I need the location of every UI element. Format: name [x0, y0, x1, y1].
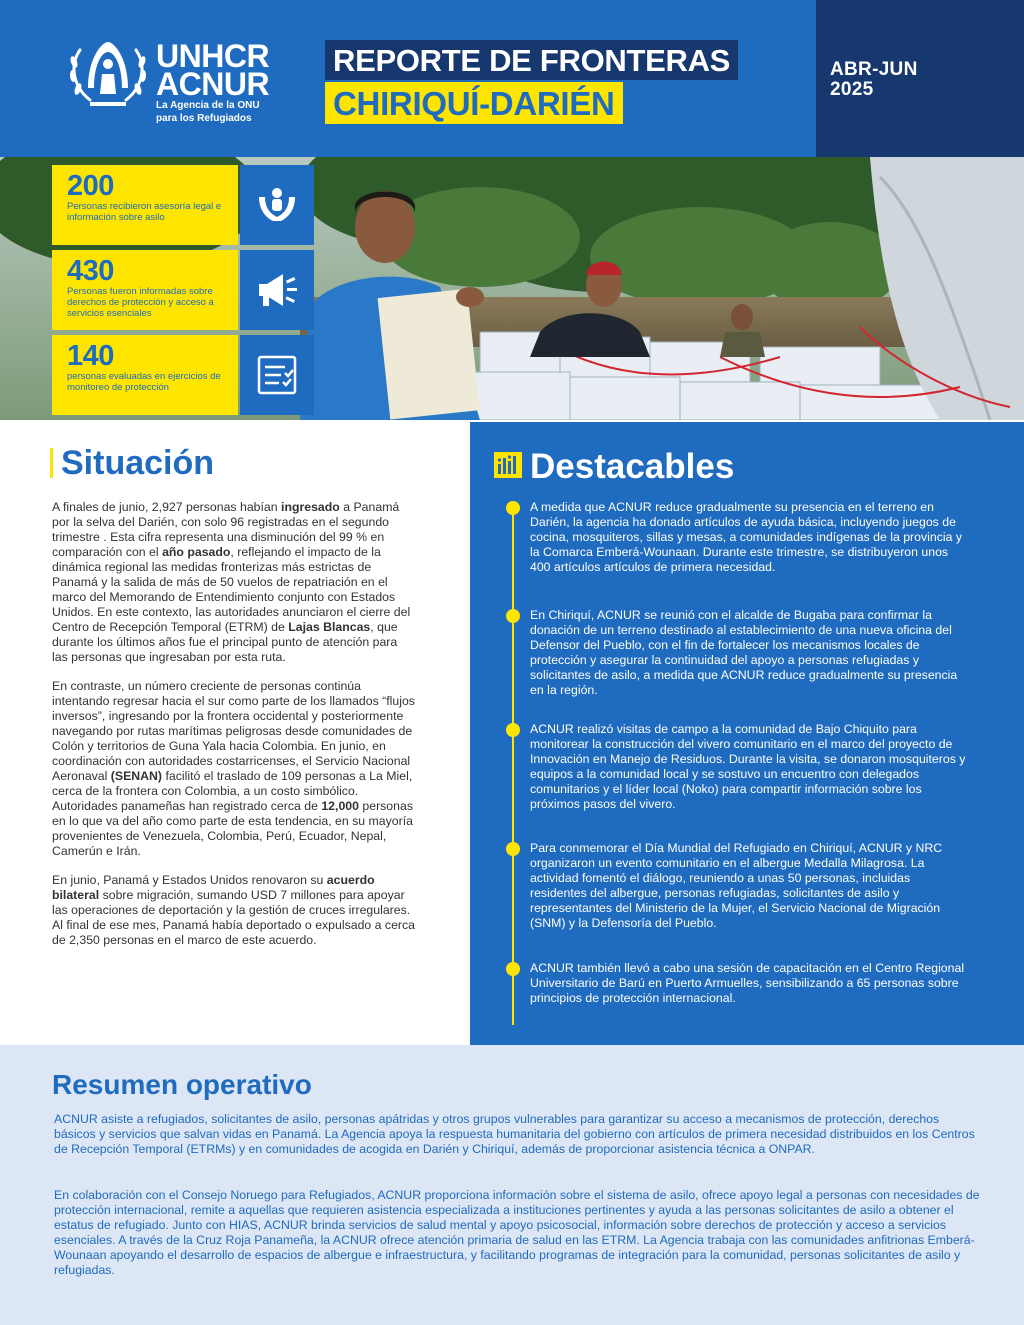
resumen-paragraph: ACNUR asiste a refugiados, solicitantes de asilo, personas apátridas y otros grupos vulnerables para garantizar su acceso a mecanismos de protección, derechos básicos y servicios que salvan vidas en Panamá. La Agencia apoya la respuesta humanitaria del gobierno con artículos de primera necesidad distribuidos en los Centros de Recepción Temporal (ETRMs) y en comunidades de acogida en Darién y Chiriquí, además de proporcionar asistencia técnica a ONPAR. — [54, 1112, 975, 1156]
timeline-dot — [506, 962, 520, 976]
resumen-title: Resumen operativo — [52, 1069, 312, 1100]
timeline-dot — [506, 609, 520, 623]
emphasis-text: Lajas Blancas — [288, 620, 371, 634]
report-title: REPORTE DE FRONTERAS — [325, 40, 738, 80]
situacion-paragraph: A finales de junio, 2,927 personas habían ingresado a Panamá por la selva del Darién, con solo 96 registradas en el segundo trimestre . Esta cifra representa una disminución del 99 % en comparación con el año pasado, reflejando el impacto de la dinámica regional las medidas fronterizas más estrictas de Panamá y la salida de más de 50 vuelos de repatriación en el marco del Memorando de Entendimiento conjunto con Estados Unidos. En este contexto, las autoridades anunciaron el cierre del Centro de Recepción Temporal (ETRM) de Lajas Blancas, que durante los últimos años fue el principal punto de atención para las personas que ingresaban por esta ruta. — [52, 500, 411, 664]
stat-monitoring — [52, 335, 238, 415]
destacable-item: A medida que ACNUR reduce gradualmente su presencia en el terreno en Darién, la agencia ha donado artículos de ayuda básica, incluyendo juegos de cocina, mosquiteros, sillas y mesas, a comunidades indígenas de la provincia y la Comarca Emberá-Wounaan. Durante este trimestre, se distribuyeron unos 400 artículos artículos de primera necesidad. — [530, 500, 962, 574]
emphasis-text: acuerdo bilateral — [52, 873, 375, 902]
situacion-paragraph: En junio, Panamá y Estados Unidos renovaron su acuerdo bilateral sobre migración, sumando USD 7 millones para apoyar las operaciones de deportación y la gestión de cruces irregulares. Al final de ese mes, Panamá había deportado o expulsado a cerca de 2,350 personas en el marco de este acuerdo. — [52, 873, 415, 947]
stat-description: personas evaluadas en ejercicios de monitoreo de protección — [67, 371, 221, 393]
situacion-title: Situación — [61, 444, 215, 482]
destacable-item: Para conmemorar el Día Mundial del Refugiado en Chiriquí, ACNUR y NRC organizaron un evento comunitario en el albergue Medalla Milagrosa. La actividad fomentó el diálogo, reuniendo a unas 50 personas, incluidas residentes del albergue, personas refugiadas, solicitantes de asilo y representantes del Ministerio de la Mujer, el Servicio Nacional de Migración (SNM) y la Defensoría del Pueblo. — [530, 841, 943, 930]
emphasis-text: año pasado — [162, 545, 231, 559]
report-period-year: 2025 — [830, 79, 874, 100]
emphasis-text: (SENAN) — [110, 769, 163, 783]
destacable-item: ACNUR realizó visitas de campo a la comunidad de Bajo Chiquito para monitorear la construcción del vivero comunitario en el marco del proyecto de Innovación en Manejo de Residuos. Durante la visita, se donaron mosquiteros y equipos a la comunidad local y se sostuvo un encuentro con delegados comunitarios y el líder local (Noko) para compartir información sobre los próximos pasos del vivero. — [530, 722, 966, 811]
destacables-title: Destacables — [530, 447, 735, 486]
stat-informed — [52, 250, 238, 330]
logo-tagline-2: para los Refugiados — [156, 113, 252, 124]
stat-value: 140 — [67, 340, 114, 372]
resumen-paragraph: En colaboración con el Consejo Noruego para Refugiados, ACNUR proporciona información sobre el sistema de asilo, ofrece apoyo legal a personas con necesidades de protección internacional, remite a aquellas que requieren asistencia especializada a instituciones pertinentes y ayuda a las personas solicitantes de asilo a obtener el estatus de refugiado. Junto con HIAS, ACNUR brinda servicios de salud mental y apoyo psicosocial, información sobre derechos de protección y acceso a servicios esenciales. A través de la Cruz Roja Panameña, la ACNUR ofrece atención primaria de salud en las ETRM. La Agencia trabaja con las comunidades anfitrionas Emberá-Wounaan apoyando el desarrollo de espacios de albergue e infraestructura, y facilitando programas de integración para la comunidad, personas solicitantes de asilo y refugiadas. — [54, 1188, 980, 1277]
logo-tagline: La Agencia de la ONU — [156, 100, 260, 111]
unhcr-logo — [66, 36, 286, 128]
logo-name-acnur: ACNUR — [156, 66, 270, 102]
unhcr-emblem-icon — [66, 36, 150, 108]
timeline-dot — [506, 501, 520, 515]
emphasis-text: ingresado — [281, 500, 340, 514]
stat-value: 200 — [67, 170, 114, 202]
timeline-line — [512, 505, 514, 1025]
situacion-body — [52, 500, 416, 962]
situacion-paragraph: En contraste, un número creciente de personas continúa intentando regresar hacia el sur como parte de los llamados “flujos inversos”, ingresando por la frontera occidental y posteriormente navegando por rutas marítimas peligrosas desde comunidades de Colón y territorios de Guna Yala hacia Colombia. En junio, en coordinación con autoridades costarricenses, el Servicio Nacional Aeronaval (SENAN) facilitó el traslado de 109 personas a La Miel, cerca de la frontera con Colombia, a un costo simbólico. Autoridades panameñas han registrado cerca de 12,000 personas en lo que va del año como parte de esta tendencia, en su mayoría provenientes de Venezuela, Colombia, Perú, Ecuador, Nepal, Camerún e Irán. — [52, 679, 415, 858]
timeline-dot — [506, 723, 520, 737]
report-period-months: ABR-JUN — [830, 59, 918, 80]
hero-photo — [0, 157, 1024, 420]
hands-person-icon — [240, 165, 314, 245]
logo-name-unhcr: UNHCR — [156, 38, 270, 74]
stat-legal-advice — [52, 165, 238, 245]
destacable-item: ACNUR también llevó a cabo una sesión de capacitación en el Centro Regional Universitario de Barú en Puerto Armuelles, sensibilizando a 65 personas sobre principios de protección internacional. — [530, 961, 965, 1005]
report-period — [830, 60, 918, 100]
checklist-icon — [240, 335, 314, 415]
megaphone-icon — [240, 250, 314, 330]
bar-chart-icon — [494, 452, 522, 478]
timeline-dot — [506, 842, 520, 856]
stat-description: Personas recibieron asesoría legal e información sobre asilo — [67, 201, 222, 223]
destacable-item: En Chiriquí, ACNUR se reunió con el alcalde de Bugaba para confirmar la donación de un terreno destinado al establecimiento de una nueva oficina del Defensor del Pueblo, con el fin de fortalecer los mecanismos locales de protección y asegurar la continuidad del apoyo a personas refugiadas y solicitantes de asilo, a medida que ACNUR reduce gradualmente su presencia en la región. — [530, 608, 958, 697]
section-accent-bar — [50, 448, 53, 478]
emphasis-text: 12,000 — [321, 799, 359, 813]
stat-value: 430 — [67, 255, 114, 287]
stat-description: Personas fueron informadas sobre derechos de protección y acceso a servicios esenciales — [67, 286, 214, 319]
report-subtitle: CHIRIQUÍ-DARIÉN — [325, 82, 623, 124]
